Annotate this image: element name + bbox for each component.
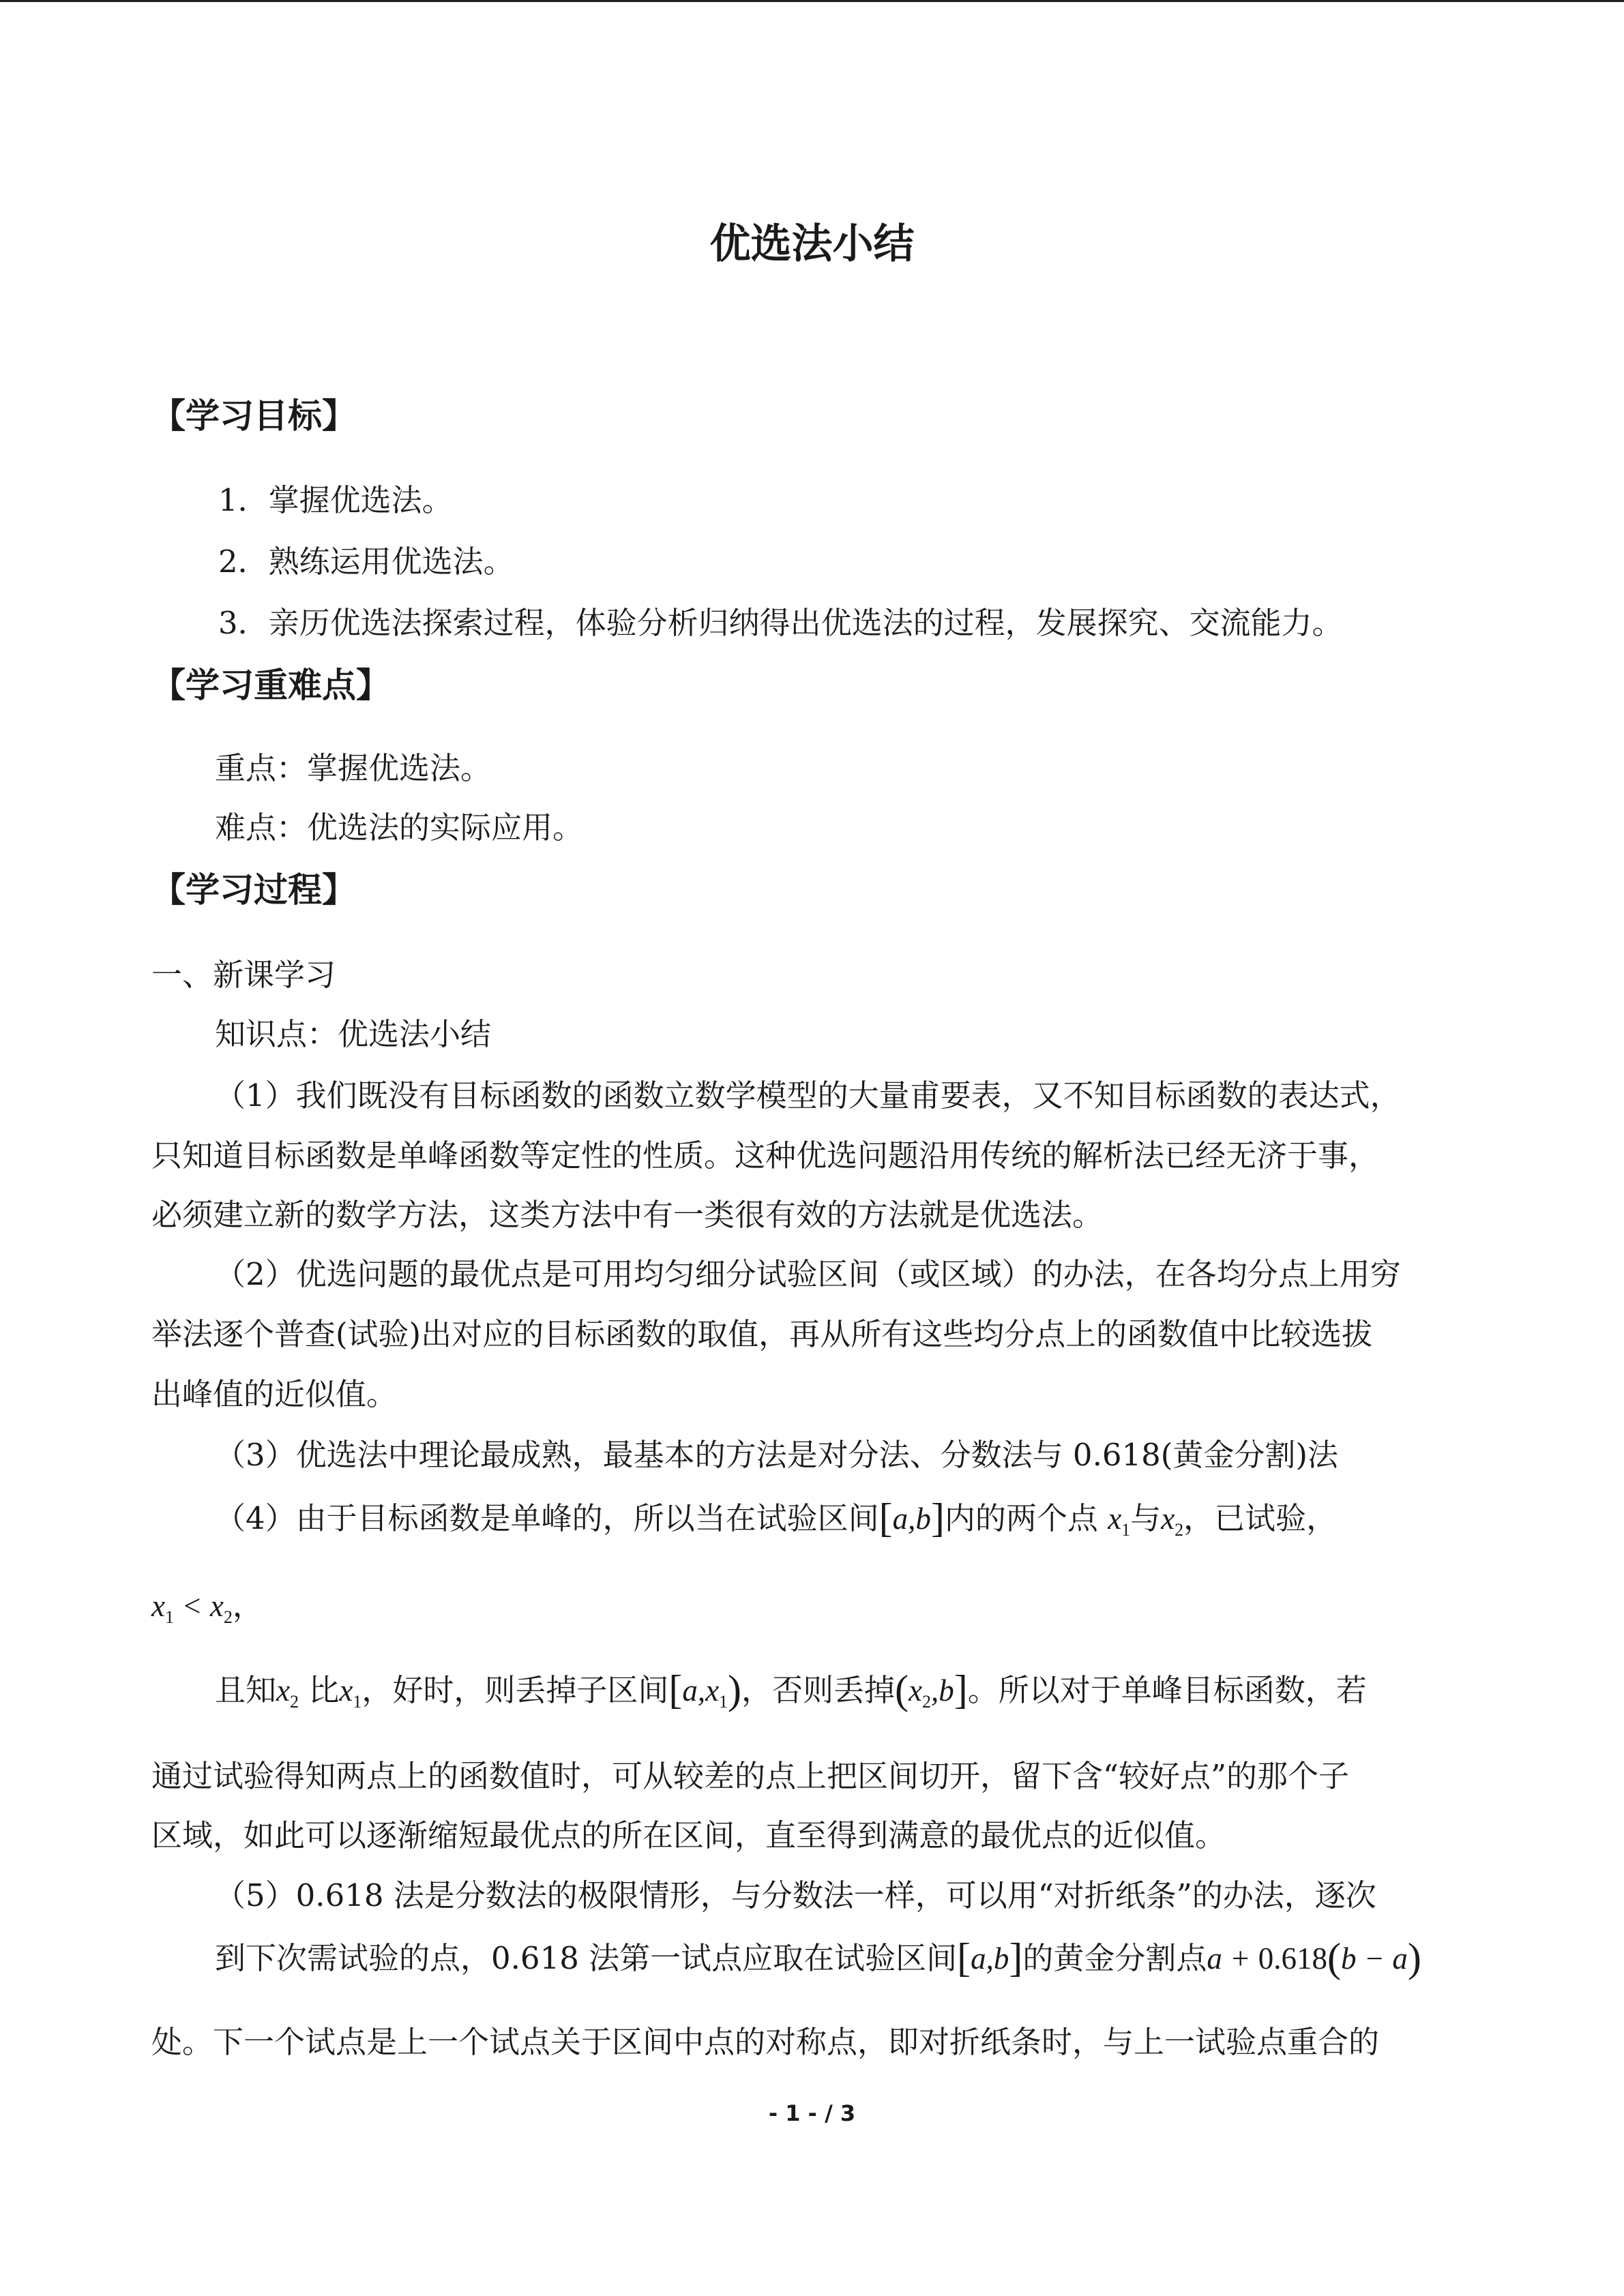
para1-line3: 必须建立新的数学方法，这类方法中有一类很有效的方法就是优选法。 <box>151 1197 1104 1233</box>
para5-line1: （5）0.618 法是分数法的极限情形，与分数法一样，可以用“对折纸条”的办法，逐次 <box>215 1877 1376 1913</box>
para2-line1: （2）优选问题的最优点是可用均匀细分试验区间（或区域）的办法，在各均分点上用穷 <box>215 1256 1401 1292</box>
difficulty-point: 难点：优选法的实际应用。 <box>215 809 584 846</box>
para5-line2: 到下次需试验的点，0.618 法第一试点应取在试验区间[a,b]的黄金分割点a + 0.618(b − a) <box>215 1935 1421 1980</box>
objective-item-1: 1．掌握优选法。 <box>218 482 453 518</box>
interval-a-x1: $[a,x_1)$ <box>668 1667 742 1712</box>
para5-line3: 处。下一个试点是上一个试点关于区间中点的对称点，即对折纸条时，与上一试验点重合的 <box>151 2024 1380 2060</box>
page-number: - 1 - / 3 <box>768 2100 856 2126</box>
key-point: 重点：掌握优选法。 <box>215 750 492 786</box>
para2-line2: 举法逐个普查(试验)出对应的目标函数的取值，再从所有这些均分点上的函数值中比较选拔 <box>151 1316 1373 1352</box>
interval-a-b: [a,b] <box>879 1495 945 1540</box>
para1-line1: （1）我们既没有目标函数的函数立数学模型的大量甫要表，又不知目标函数的表达式， <box>215 1077 1401 1114</box>
var-x2: $x_2$ <box>1161 1502 1184 1540</box>
part1-heading: 一、新课学习 <box>151 957 336 993</box>
objective-item-3: 3．亲历优选法探索过程，体验分析归纳得出优选法的过程，发展探究、交流能力。 <box>218 605 1343 641</box>
var-x2: $x_2$ <box>276 1673 299 1712</box>
para4-line4: 通过试验得知两点上的函数值时，可从较差的点上把区间切开，留下含“较好点”的那个子 <box>151 1758 1350 1794</box>
para4-line2: $x_1 < x_2$， <box>151 1587 263 1627</box>
para4-line1: （4）由于目标函数是单峰的，所以当在试验区间[a,b]内的两个点 $x_1$与$x_2$，已试验， <box>215 1495 1338 1540</box>
golden-point-formula: a + 0.618(b − a) <box>1207 1935 1421 1980</box>
para3: （3）优选法中理论最成熟，最基本的方法是对分法、分数法与 0.618(黄金分割)法 <box>215 1437 1338 1473</box>
knowledge-point: 知识点：优选法小结 <box>215 1016 492 1052</box>
inequality-x1-lt-x2: $x_1 < x_2$ <box>151 1589 233 1627</box>
interval-a-b: [a,b] <box>957 1935 1023 1980</box>
interval-x2-b: $(x_2,b]$ <box>895 1667 968 1712</box>
top-border-line <box>0 0 1624 2</box>
objective-item-2: 2．熟练运用优选法。 <box>218 543 514 580</box>
var-x1: $x_1$ <box>1108 1502 1131 1540</box>
para2-line3: 出峰值的近似值。 <box>151 1376 398 1412</box>
section-heading-process: 【学习过程】 <box>151 870 356 910</box>
section-heading-keypoints: 【学习重难点】 <box>151 666 390 705</box>
var-x1: $x_1$ <box>339 1673 362 1712</box>
section-heading-objectives: 【学习目标】 <box>151 396 356 436</box>
para4-line3: 且知$x_2$ 比$x_1$，好时，则丢掉子区间$[a,x_1)$，否则丢掉$(x_2,b]$。所以对于单峰目标函数，若 <box>215 1667 1367 1712</box>
para4-line5: 区域，如此可以逐渐缩短最优点的所在区间，直至得到满意的最优点的近似值。 <box>151 1817 1226 1853</box>
para1-line2: 只知道目标函数是单峰函数等定性的性质。这种优选问题沿用传统的解析法已经无济于事， <box>151 1137 1380 1174</box>
page-title: 优选法小结 <box>709 220 915 268</box>
